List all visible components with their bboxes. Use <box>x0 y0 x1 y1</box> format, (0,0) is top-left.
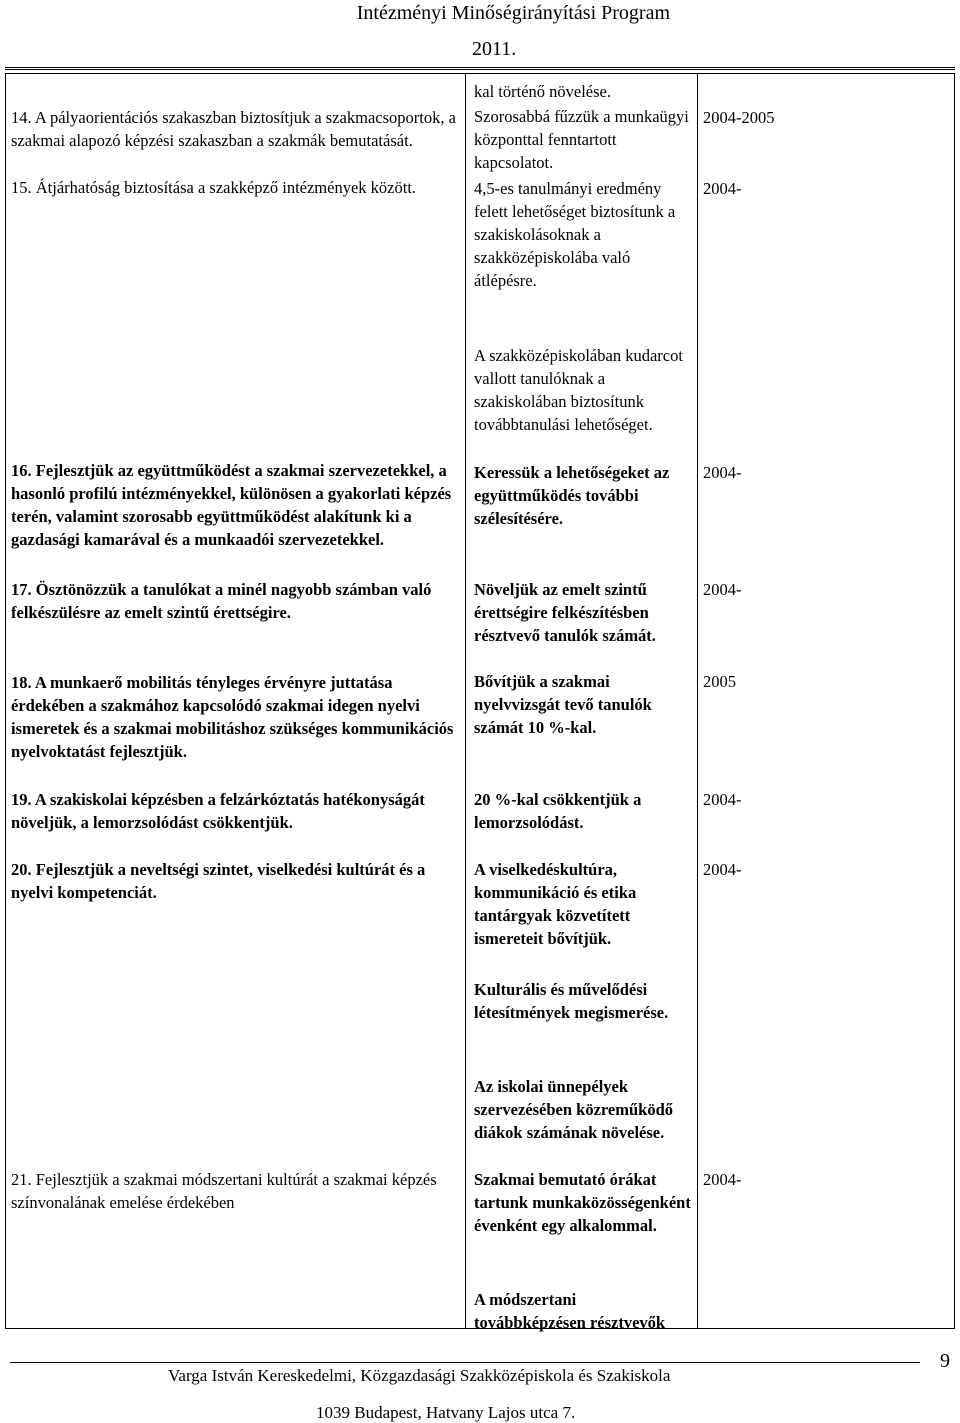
page-number: 9 <box>940 1350 950 1372</box>
deadline-f: 2004- <box>703 790 742 809</box>
goal-16: 16. Fejlesztjük az együttműködést a szakmai szervezetekkel, a hasonló profilú intézményekkel, különösen a gyakorlati képzés terén, valamint szorosabb együttműködést alakítunk ki a gazdasági kamarával és a munkaadói szervezetekkel. <box>11 461 452 549</box>
measure-j: Kulturális és művelődési létesítmények megismerése. <box>474 980 669 1022</box>
measure-l: Szakmai bemutató órákat tartunk munkaközösségenként évenként egy alkalommal. <box>474 1170 691 1235</box>
footer-address: 1039 Budapest, Hatvany Lajos utca 7. <box>316 1403 576 1422</box>
measure-g: Bővítjük a szakmai nyelvvizsgát tevő tanulók számát 10 %-kal. <box>474 672 652 737</box>
goal-18: 18. A munkaerő mobilitás tényleges érvényre juttatása érdekében a szakmához kapcsolódó szakmai idegen nyelvi ismeretek és a szakmai mobilitáshoz szükséges kommunikációs nyelvoktatást fejlesztjük. <box>11 673 454 761</box>
measure-d: A szakközépiskolában kudarcot vallott tanulóknak a szakiskolában biztosítunk továbbtanulási lehetőséget. <box>474 346 683 434</box>
header-rule <box>5 67 955 70</box>
measure-h: 20 %-kal csökkentjük a lemorzsolódást. <box>474 790 642 832</box>
measure-a: kal történő növelése. <box>474 82 611 101</box>
goal-15: 15. Átjárhatóság biztosítása a szakképző intézmények között. <box>11 178 417 197</box>
measure-k: Az iskolai ünnepélyek szervezésében közreműködő diákok számának növelése. <box>474 1077 674 1142</box>
page-header-year: 2011. <box>472 38 517 60</box>
deadline-d: 2004- <box>703 580 742 599</box>
page-header-title: Intézményi Minőségirányítási Program <box>356 2 670 24</box>
deadline-c: 2004- <box>703 463 742 482</box>
column-divider-2 <box>697 73 698 1329</box>
measure-c: 4,5-es tanulmányi eredmény felett lehetőséget biztosítunk a szakiskolásoknak a szakközépiskolába való átlépésre. <box>474 179 676 290</box>
measure-m: A módszertani továbbképzésen résztvevők <box>474 1290 666 1332</box>
goal-14: 14. A pályaorientációs szakaszban biztosítjuk a szakmacsoportok, a szakmai alapozó képzési szakaszban a szakmák bemutatását. <box>11 108 456 150</box>
deadline-e: 2005 <box>703 672 736 691</box>
deadline-b: 2004- <box>703 179 742 198</box>
goal-19: 19. A szakiskolai képzésben a felzárkóztatás hatékonyságát növeljük, a lemorzsolódást csökkentjük. <box>11 790 425 832</box>
column-divider-1 <box>465 73 466 1329</box>
measure-e: Keressük a lehetőségeket az együttműködés további szélesítésére. <box>474 463 670 528</box>
goal-17: 17. Ösztönözzük a tanulókat a minél nagyobb számban való felkészülésre az emelt szintű érettségire. <box>11 580 432 622</box>
measure-b: Szorosabbá fűzzük a munkaügyi központtal fenntartott kapcsolatot. <box>474 107 689 172</box>
measure-i: A viselkedéskultúra, kommunikáció és etika tantárgyak közvetített ismereteit bővítjük. <box>474 860 637 948</box>
footer-school: Varga István Kereskedelmi, Közgazdasági Szakközépiskola és Szakiskola <box>168 1366 671 1385</box>
deadline-a: 2004-2005 <box>703 108 775 127</box>
goal-20: 20. Fejlesztjük a neveltségi szintet, viselkedési kultúrát és a nyelvi kompetenciát. <box>11 860 426 902</box>
deadline-g: 2004- <box>703 860 742 879</box>
measure-f: Növeljük az emelt szintű érettségire felkészítésben résztvevő tanulók számát. <box>474 580 656 645</box>
goal-21: 21. Fejlesztjük a szakmai módszertani kultúrát a szakmai képzés színvonalának emelése érdekében <box>11 1170 437 1212</box>
deadline-h: 2004- <box>703 1170 742 1189</box>
footer-rule <box>10 1362 920 1363</box>
